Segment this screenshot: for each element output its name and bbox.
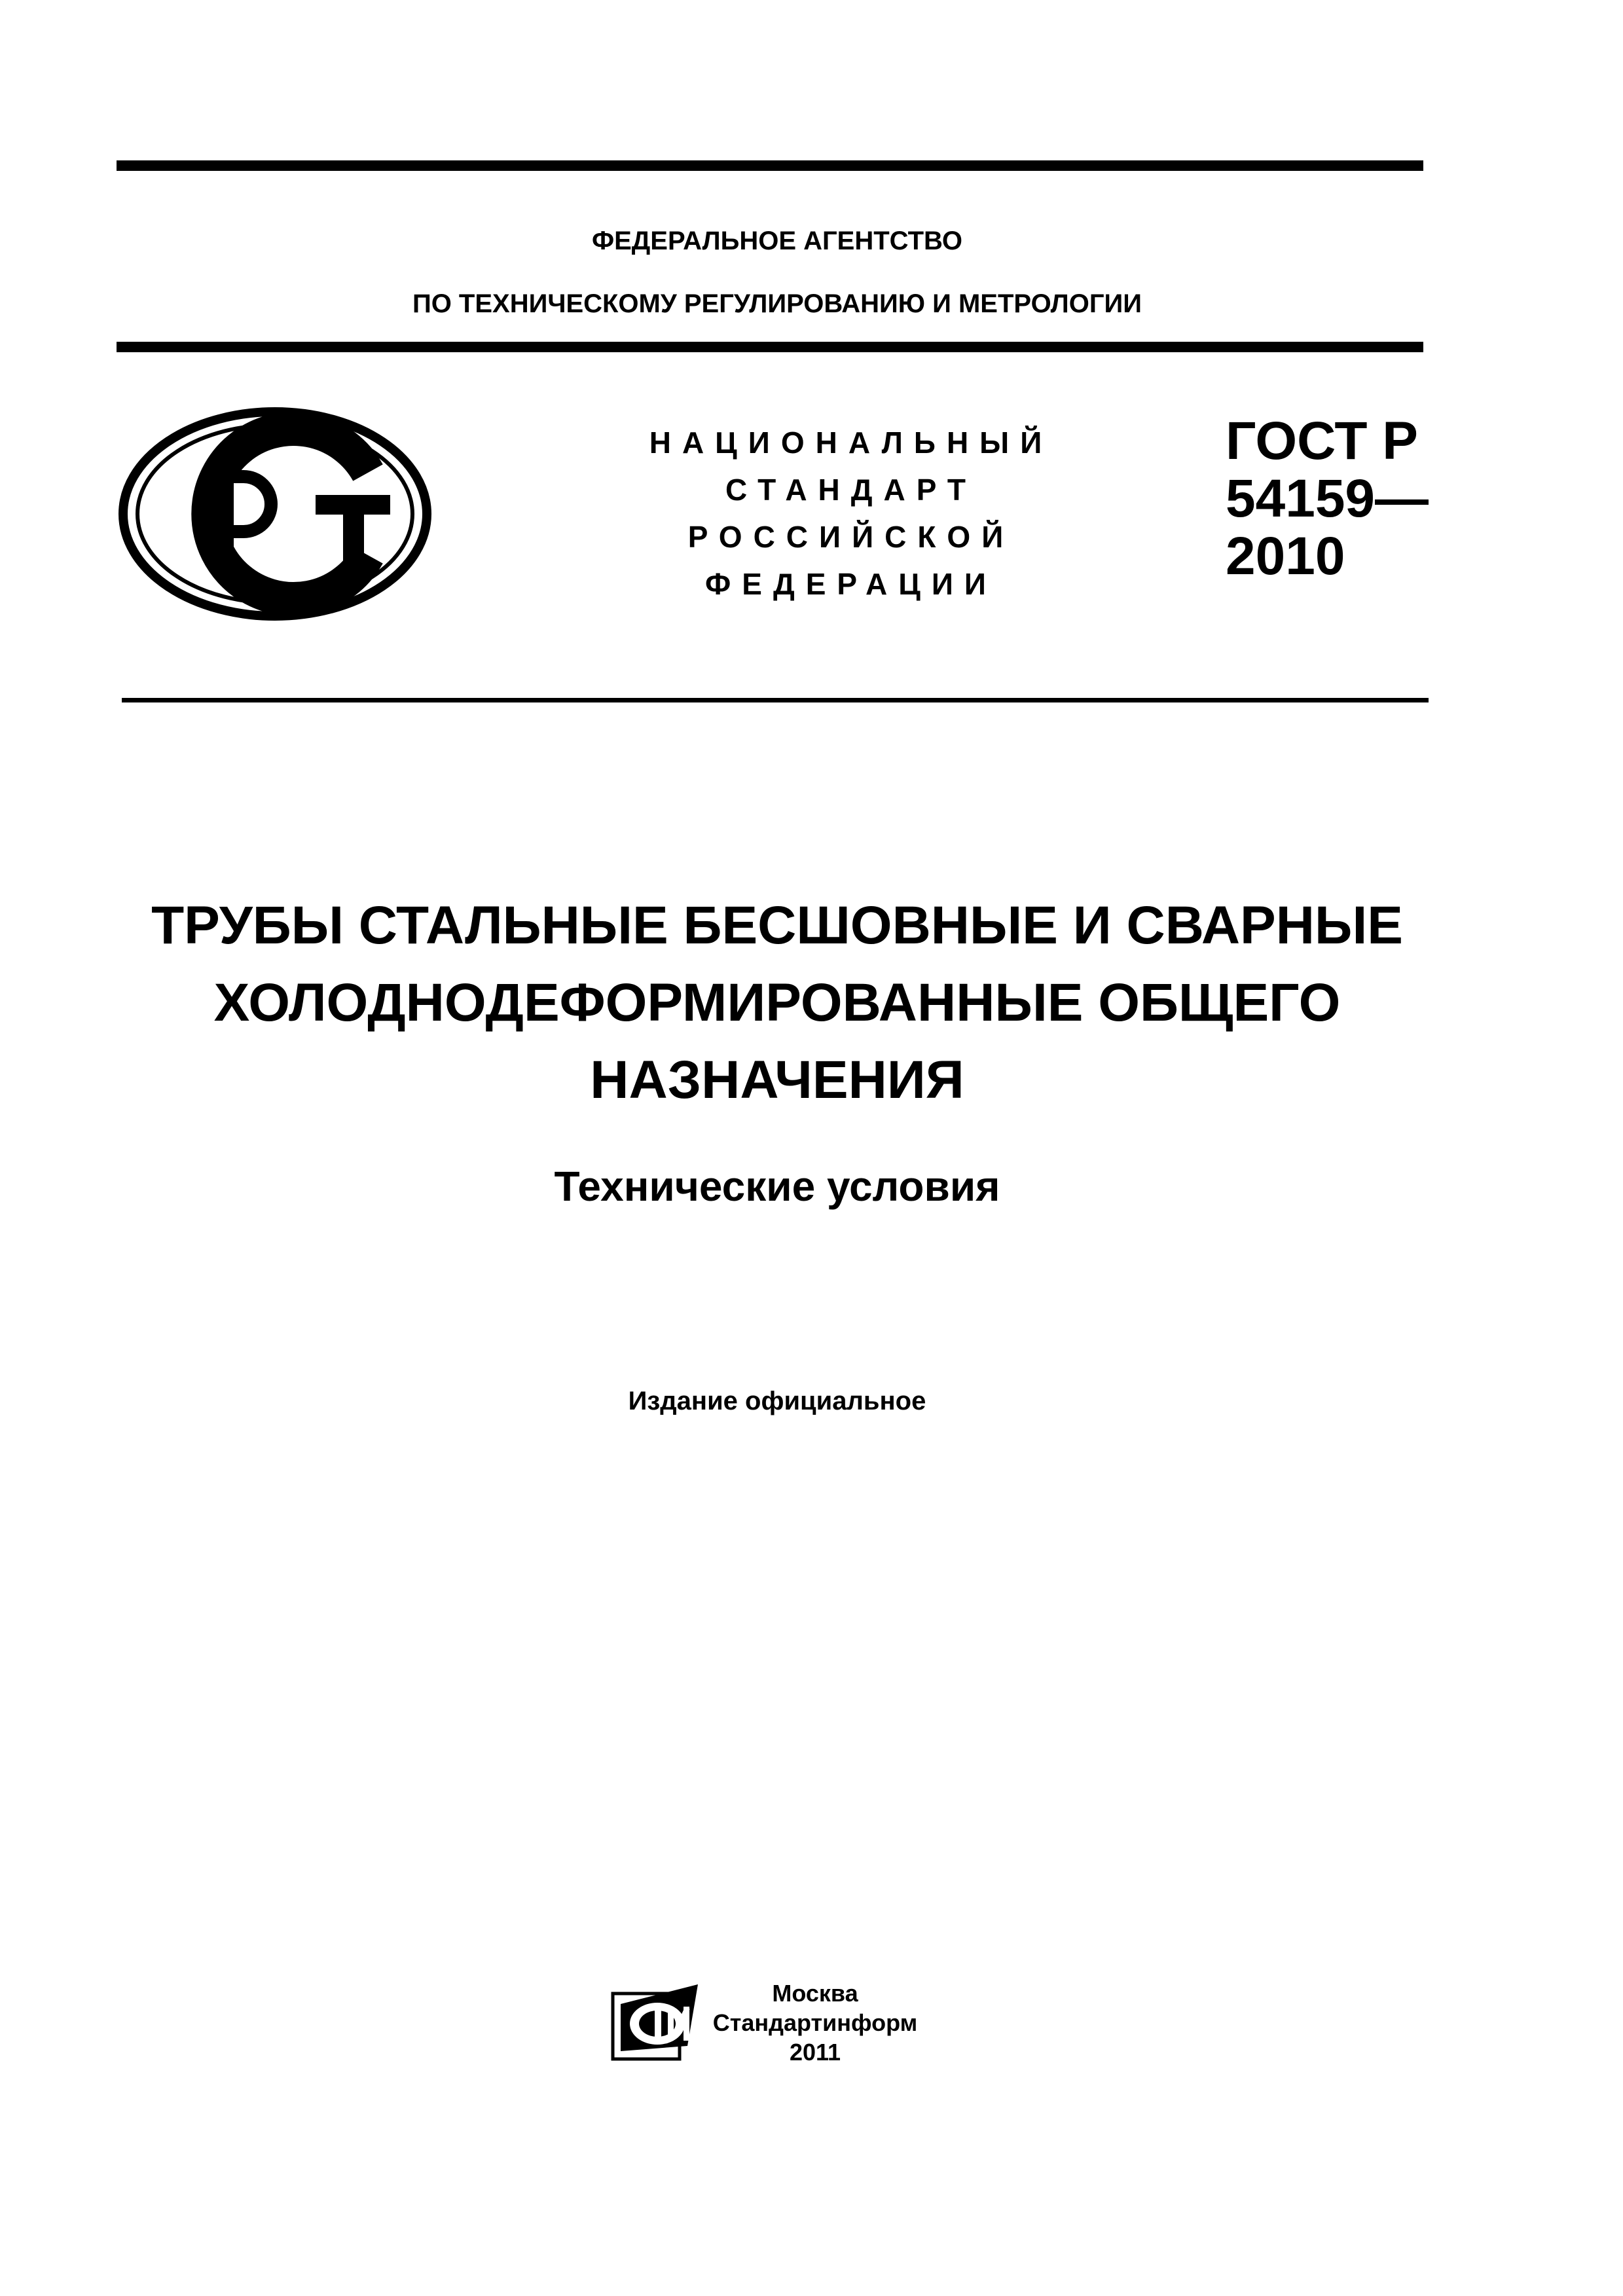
agency-rule — [117, 342, 1423, 352]
gost-designation-line: ГОСТ Р — [1226, 411, 1418, 471]
gost-designation-line: 54159— — [1226, 469, 1429, 528]
title-line: ТРУБЫ СТАЛЬНЫЕ БЕСШОВНЫЕ И СВАРНЫЕ — [151, 896, 1403, 955]
rst-certification-logo-icon — [118, 406, 432, 622]
standard-name-line: ФЕДЕРАЦИИ — [705, 567, 997, 601]
publisher-city: Москва — [772, 1980, 858, 2007]
agency-line-1: ФЕДЕРАЛЬНОЕ АГЕНТСТВО — [591, 227, 963, 255]
gost-designation — [1226, 412, 1429, 585]
header-bottom-rule — [122, 698, 1429, 702]
standard-name-line: СТАНДАРТ — [725, 473, 977, 507]
agency-line-2: ПО ТЕХНИЧЕСКОМУ РЕГУЛИРОВАНИЮ И МЕТРОЛОГИИ — [412, 289, 1142, 318]
standard-name-line: НАЦИОНАЛЬНЫЙ — [649, 426, 1053, 460]
standard-name — [576, 419, 1126, 608]
edition-label: Издание официальное — [628, 1387, 926, 1415]
standartinform-logo-icon — [608, 1980, 702, 2062]
document-subtitle: Технические условия — [554, 1163, 1000, 1210]
document-title — [0, 887, 1554, 1119]
top-rule — [117, 160, 1423, 171]
publisher-block — [707, 1978, 923, 2067]
agency-header — [0, 210, 1554, 335]
title-line: ХОЛОДНОДЕФОРМИРОВАННЫЕ ОБЩЕГО — [213, 973, 1341, 1032]
standard-name-line: РОССИЙСКОЙ — [687, 520, 1015, 554]
publisher-year: 2011 — [789, 2039, 841, 2066]
publisher-name: Стандартинформ — [712, 2009, 918, 2036]
title-line: НАЗНАЧЕНИЯ — [590, 1050, 964, 1110]
gost-designation-line: 2010 — [1226, 526, 1345, 586]
